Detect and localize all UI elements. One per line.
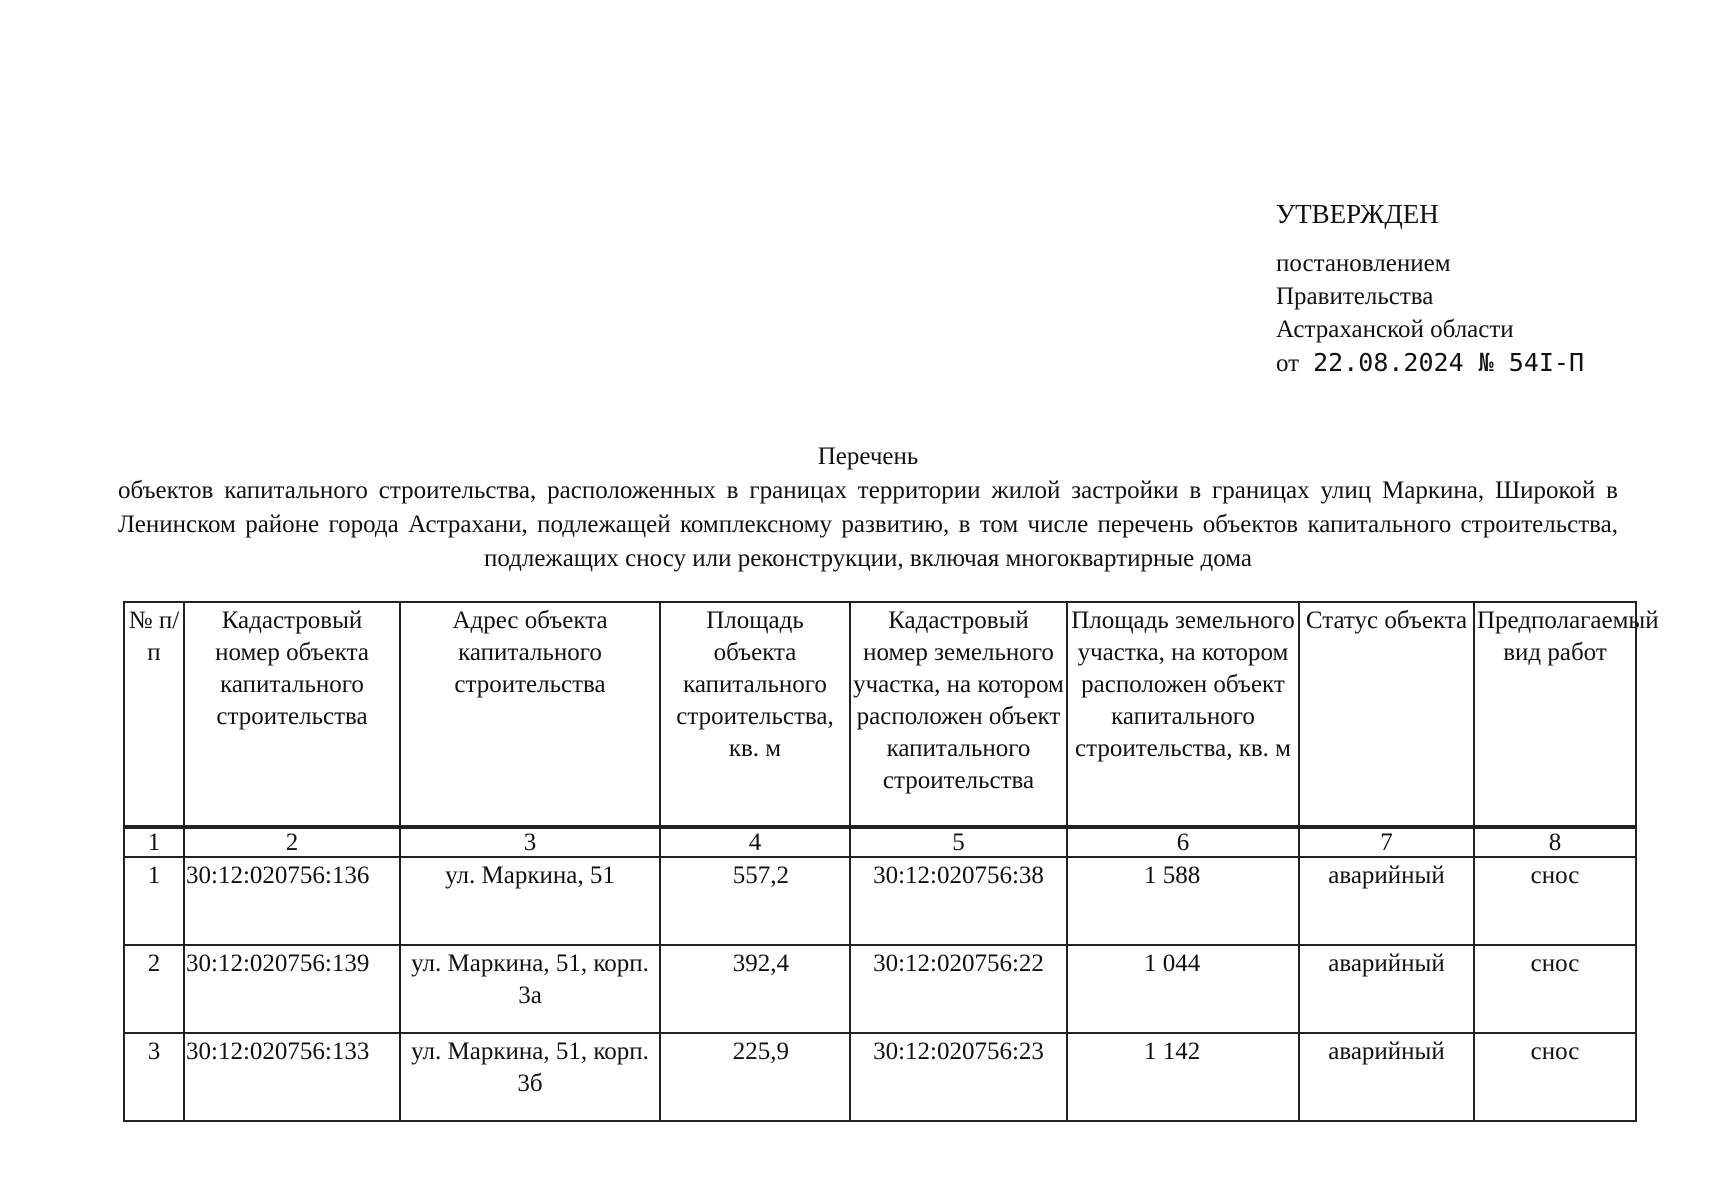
approval-date-prefix: от [1276,350,1300,377]
approval-line: постановлением [1276,250,1451,277]
cell-status: аварийный [1299,857,1474,945]
cell-cadastral-number: 30:12:020756:133 [184,1033,400,1121]
column-number: 7 [1299,827,1474,857]
header-cell-land-area: Площадь земельного участка, на котором расположен объект капитального строительства, кв. м [1067,602,1299,827]
header-cell-cadastral-number: Кадастровый номер объекта капитального строительства [184,602,400,827]
header-cell-object-area: Площадь объекта капитального строительства, кв. м [660,602,850,827]
column-number: 5 [850,827,1067,857]
column-number: 1 [124,827,184,857]
header-cell-address: Адрес объекта капитального строительства [400,602,660,827]
cell-status: аварийный [1299,945,1474,1033]
cell-number: 2 [124,945,184,1033]
header-cell-number: № п/п [124,602,184,827]
table-row [124,945,1636,1033]
column-number: 3 [400,827,660,857]
table-row [124,1033,1636,1121]
column-number: 2 [184,827,400,857]
cell-object-area: 392,4 [660,945,850,1033]
cell-number: 1 [124,857,184,945]
cell-status: аварийный [1299,1033,1474,1121]
objects-table [123,601,1659,1122]
cell-address: ул. Маркина, 51, корп. 3б [400,1033,660,1121]
cell-cadastral-number: 30:12:020756:139 [184,945,400,1033]
approval-heading: УТВЕРЖДЕН [1276,199,1439,229]
column-number: 8 [1474,827,1636,857]
approval-line: Астраханской области [1276,316,1514,343]
cell-land-cadastral-number: 30:12:020756:22 [850,945,1067,1033]
approval-stamp [1276,198,1676,380]
document-title: Перечень [817,443,919,470]
cell-work-type: снос [1474,857,1636,945]
approval-line: Правительства [1276,283,1434,310]
cell-object-area: 557,2 [660,857,850,945]
cell-work-type: снос [1474,1033,1636,1121]
column-number: 6 [1067,827,1299,857]
cell-number: 3 [124,1033,184,1121]
cell-land-area: 1 044 [1067,945,1299,1033]
column-number-row [124,827,1636,857]
header-cell-land-cadastral-number: Кадастровый номер земельного участка, на котором расположен объект капитального строительства [850,602,1067,827]
table-header-row [124,602,1636,827]
cell-land-cadastral-number: 30:12:020756:38 [850,857,1067,945]
table-row [124,857,1636,945]
approval-date-line [1276,346,1676,380]
cell-land-area: 1 588 [1067,857,1299,945]
cell-land-area: 1 142 [1067,1033,1299,1121]
document-subtitle: объектов капитального строительства, расположенных в границах территории жилой застройки в границах улиц Маркина, Широкой в Ленинском районе города Астрахани, подлежащей комплексному развитию, в том числе перечень объектов капитального строительства, подлежащих сносу или реконструкции, включая многоквартирные дома [118,477,1618,572]
cell-work-type: снос [1474,945,1636,1033]
cell-address: ул. Маркина, 51, корп. 3а [400,945,660,1033]
cell-object-area: 225,9 [660,1033,850,1121]
cell-address: ул. Маркина, 51 [400,857,660,945]
cell-land-cadastral-number: 30:12:020756:23 [850,1033,1067,1121]
document-title-block [118,440,1618,576]
approval-date-number: 22.08.2024 № 54I-П [1313,348,1585,377]
column-number: 4 [660,827,850,857]
header-cell-status: Статус объекта [1299,602,1474,827]
header-cell-work-type: Предполагаемый вид работ [1474,602,1636,827]
cell-cadastral-number: 30:12:020756:136 [184,857,400,945]
